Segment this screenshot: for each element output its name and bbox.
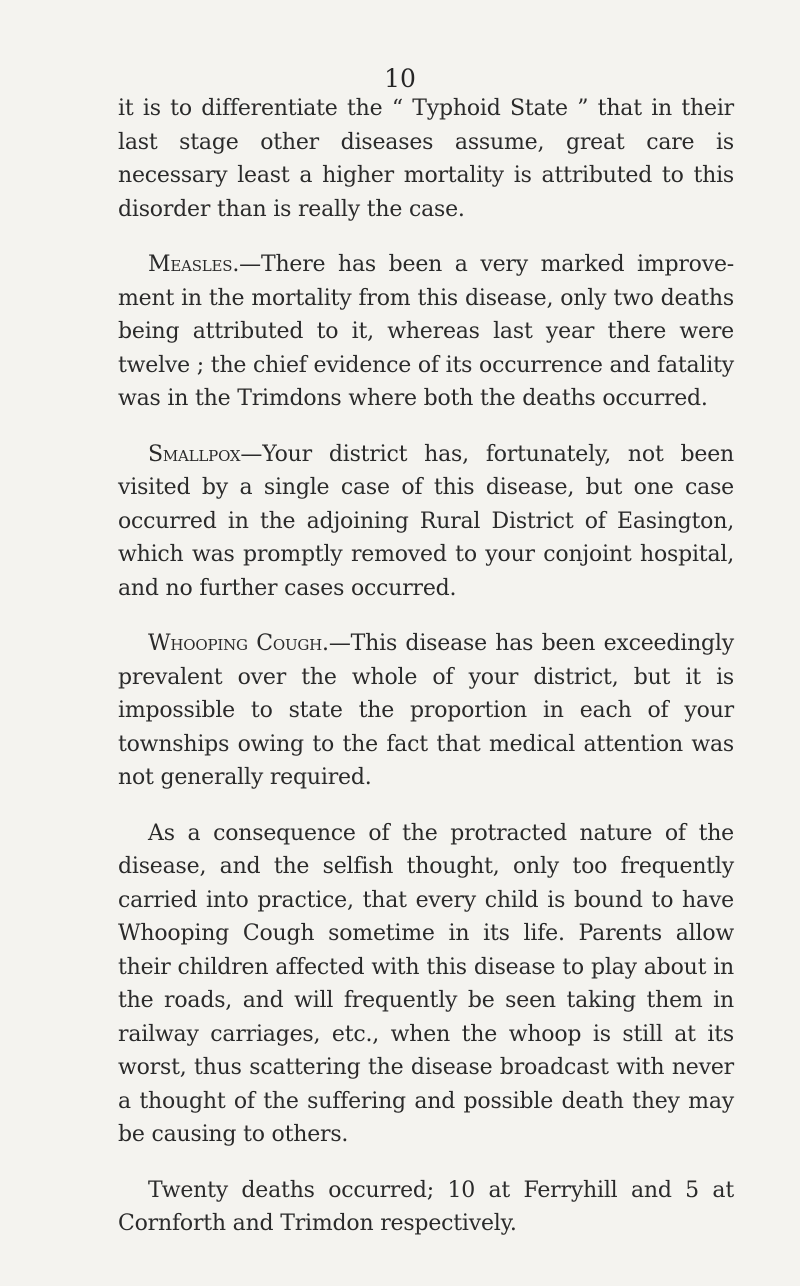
paragraph-text: As a consequence of the protracted nature of the disease, and the selfish thought, only too frequently carried into practice, that every child is bound to have Whooping Cough sometime in its life. Parents allow their children affected with this disease to play about in the roads, and will frequently be seen taking them in railway carriages, etc., when the whoop is still at its worst, thus scattering the disease broadcast with never a thought of the suffering and possible death they may be causing to others. (118, 820, 734, 1147)
page-number: 10 (384, 64, 416, 93)
paragraph-typhoid-continuation (118, 92, 734, 226)
paragraph-text: —This disease has been exceedingly prevalent over the whole of your district, but it is impossible to state the proportion in each of your townships owing to the fact that medical attention was not generally required. (118, 631, 734, 790)
section-heading-smallpox: Smallpox (148, 441, 241, 467)
section-heading-whooping-cough: Whooping Cough. (148, 631, 329, 656)
paragraph-smallpox (118, 438, 734, 606)
paragraph-text: —There has been a very marked improve- ment in the mortality from this disease, only two deaths being attributed to it, whereas last year there were twelve ; the chief evidence of its occurrence and fatality was in the Trimdons where both the deaths occurred. (118, 252, 734, 411)
paragraph-text: it is to differentiate the “ Typhoid State ” that in their last stage other diseases assume, great care is necessary least a higher mortality is attributed to this disorder than is really the case. (118, 96, 734, 222)
paragraph-deaths-summary (118, 1174, 734, 1241)
paragraph-measles (118, 248, 734, 416)
paragraph-text: Twenty deaths occurred; 10 at Ferryhill and 5 at Cornforth and Trimdon respectively. (118, 1177, 734, 1236)
paragraph-text: —Your district has, fortunately, not been visited by a single case of this disease, but one case occurred in the adjoining Rural District of Easington, which was promptly removed to your conjoint hospital, and no further cases occurred. (118, 441, 734, 601)
section-heading-measles: Measles. (148, 252, 240, 277)
paragraph-whooping-cough (118, 627, 734, 795)
body-text (118, 92, 734, 1263)
paragraph-whooping-cough-consequence (118, 817, 734, 1152)
